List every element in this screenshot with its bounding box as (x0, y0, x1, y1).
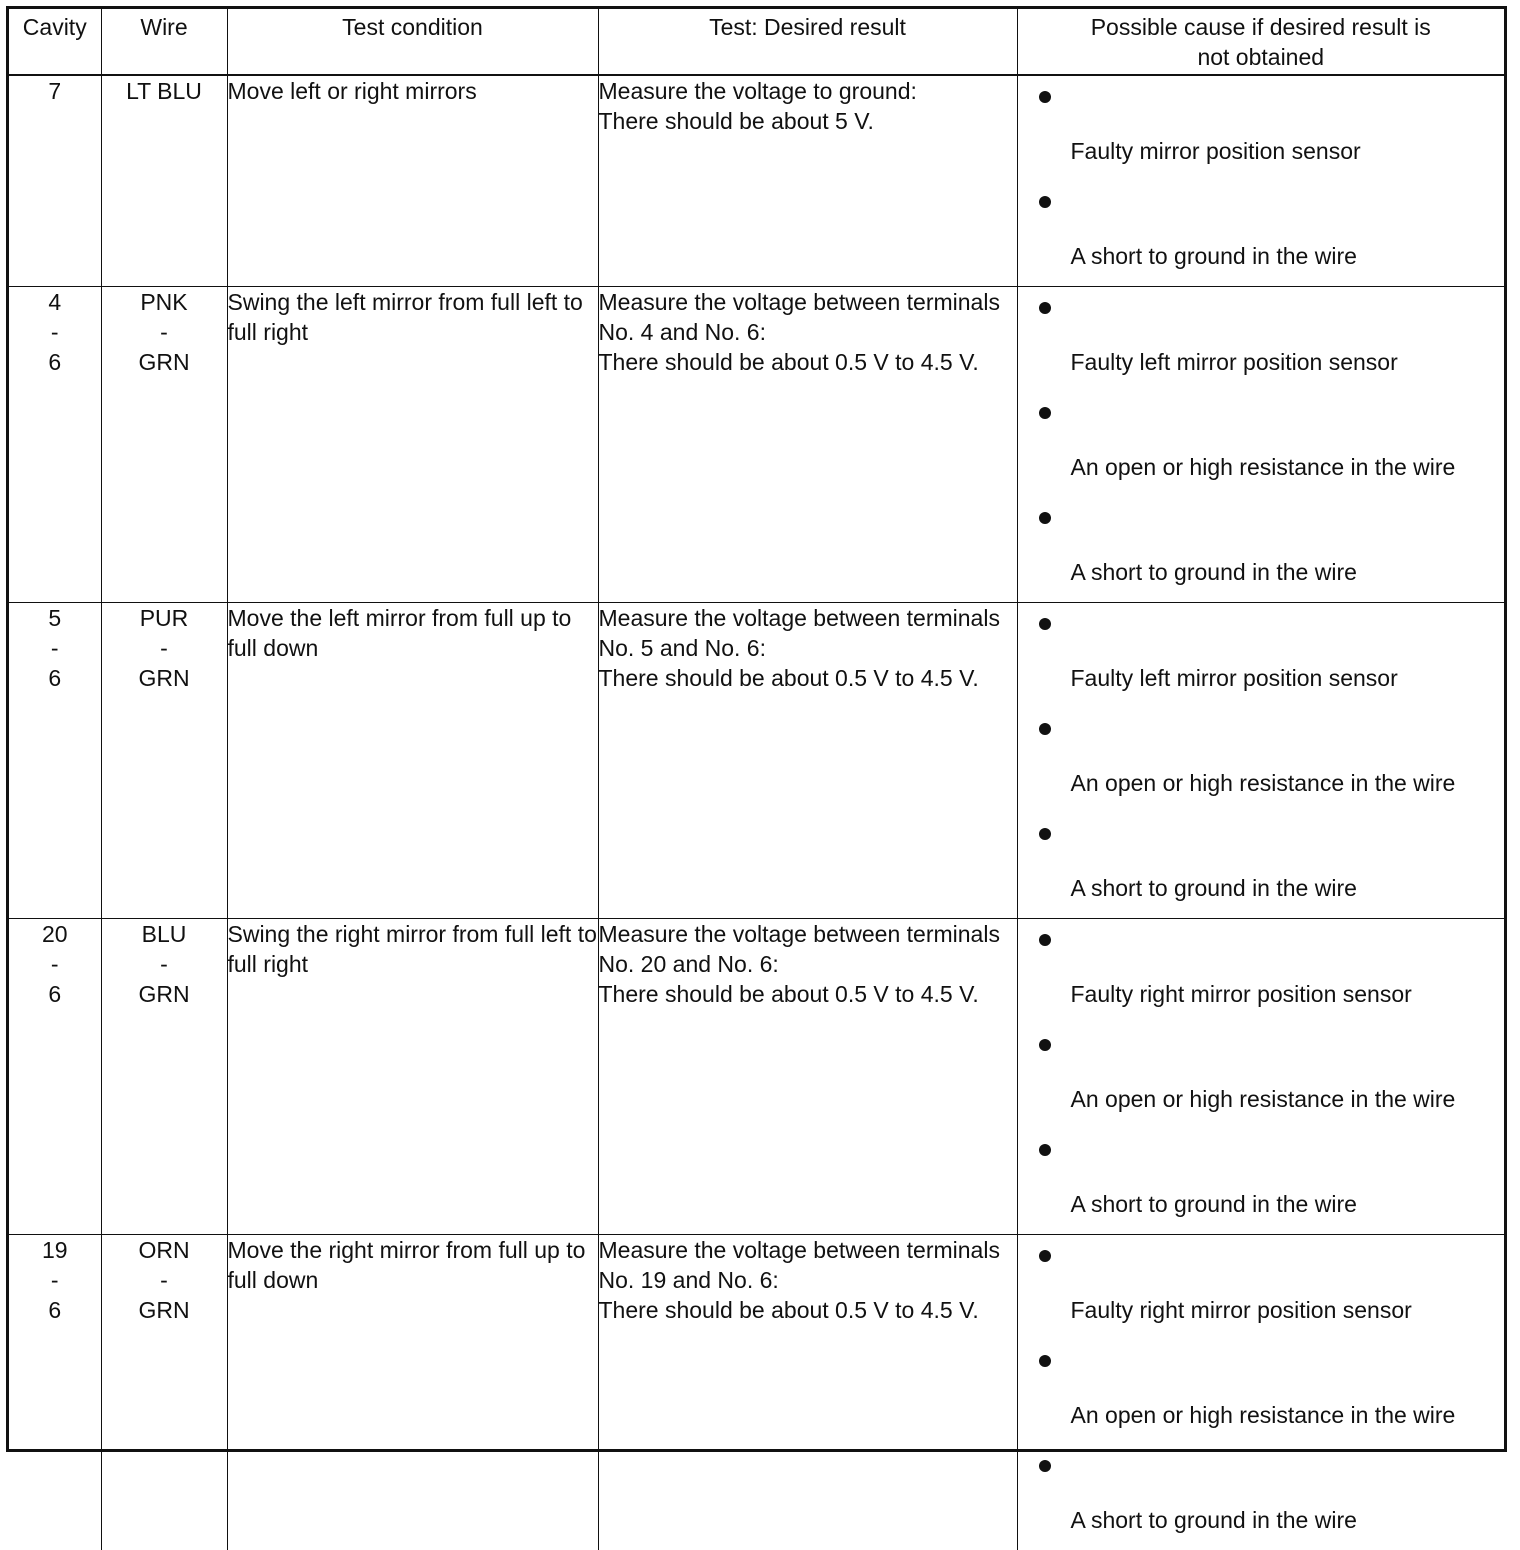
bullet-icon (1039, 1144, 1051, 1156)
table-header-row (9, 9, 1504, 75)
table-body (9, 75, 1504, 1550)
wire-color: PNK (102, 287, 227, 317)
possible-cause-list (1018, 603, 1505, 918)
possible-cause-text: An open or high resistance in the wire (1071, 1400, 1456, 1430)
cavity-value: 6 (9, 663, 101, 693)
cavity-value: 20 (9, 919, 101, 949)
cavity-value: - (9, 949, 101, 979)
desired-result-text: There should be about 5 V. (599, 106, 1017, 136)
list-item (1018, 1235, 1505, 1340)
wire-cell (101, 287, 227, 603)
desired-result-cell (598, 287, 1017, 603)
cavity-cell (9, 919, 101, 1235)
list-item (1018, 76, 1505, 181)
list-item (1018, 287, 1505, 392)
wire-color: - (102, 949, 227, 979)
list-item (1018, 1024, 1505, 1129)
test-condition-cell: Move left or right mirrors (227, 75, 598, 287)
possible-cause-text: A short to ground in the wire (1071, 873, 1357, 903)
bullet-icon (1039, 934, 1051, 946)
possible-cause-text: A short to ground in the wire (1071, 557, 1357, 587)
bullet-icon (1039, 1250, 1051, 1262)
possible-cause-cell (1017, 603, 1504, 919)
wire-color: GRN (102, 979, 227, 1009)
possible-cause-text: A short to ground in the wire (1071, 1189, 1357, 1219)
bullet-icon (1039, 723, 1051, 735)
table-row (9, 919, 1504, 1235)
desired-result-text: There should be about 0.5 V to 4.5 V. (599, 663, 1017, 693)
possible-cause-text: Faulty left mirror position sensor (1071, 347, 1398, 377)
possible-cause-cell (1017, 287, 1504, 603)
desired-result-cell (598, 75, 1017, 287)
bullet-icon (1039, 196, 1051, 208)
bullet-icon (1039, 302, 1051, 314)
possible-cause-text: An open or high resistance in the wire (1071, 768, 1456, 798)
possible-cause-list (1018, 287, 1505, 602)
desired-result-text: Measure the voltage to ground: (599, 76, 1017, 106)
possible-cause-cell (1017, 75, 1504, 287)
wire-cell (101, 919, 227, 1235)
bullet-icon (1039, 1039, 1051, 1051)
table-row (9, 75, 1504, 287)
desired-result-text: There should be about 0.5 V to 4.5 V. (599, 979, 1017, 1009)
header-possible-cause-line1: Possible cause if desired result is (1018, 12, 1505, 42)
list-item (1018, 603, 1505, 708)
bullet-icon (1039, 828, 1051, 840)
desired-result-text: Measure the voltage between terminals No. 19 and No. 6: (599, 1235, 1017, 1295)
list-item (1018, 392, 1505, 497)
test-condition-cell: Swing the left mirror from full left to full right (227, 287, 598, 603)
bullet-icon (1039, 618, 1051, 630)
bullet-icon (1039, 1460, 1051, 1472)
bullet-icon (1039, 1355, 1051, 1367)
possible-cause-text: Faulty right mirror position sensor (1071, 1295, 1412, 1325)
wire-cell (101, 75, 227, 287)
list-item (1018, 497, 1505, 602)
desired-result-cell (598, 1235, 1017, 1550)
cavity-cell (9, 75, 101, 287)
cavity-cell (9, 1235, 101, 1550)
cavity-value: 6 (9, 979, 101, 1009)
header-possible-cause (1017, 9, 1504, 75)
bullet-icon (1039, 512, 1051, 524)
cavity-value: - (9, 1265, 101, 1295)
header-cavity: Cavity (9, 9, 101, 75)
wire-color: - (102, 1265, 227, 1295)
list-item (1018, 1340, 1505, 1445)
cavity-value: 19 (9, 1235, 101, 1265)
table-row (9, 1235, 1504, 1550)
list-item (1018, 181, 1505, 286)
header-wire: Wire (101, 9, 227, 75)
cavity-cell (9, 287, 101, 603)
cavity-cell (9, 603, 101, 919)
bullet-icon (1039, 407, 1051, 419)
possible-cause-text: A short to ground in the wire (1071, 1505, 1357, 1535)
desired-result-text: Measure the voltage between terminals No. 20 and No. 6: (599, 919, 1017, 979)
possible-cause-text: An open or high resistance in the wire (1071, 1084, 1456, 1114)
cavity-value: 4 (9, 287, 101, 317)
wire-color: GRN (102, 347, 227, 377)
header-desired-result: Test: Desired result (598, 9, 1017, 75)
wire-color: GRN (102, 663, 227, 693)
list-item (1018, 1129, 1505, 1234)
cavity-value: - (9, 633, 101, 663)
possible-cause-text: A short to ground in the wire (1071, 241, 1357, 271)
possible-cause-list (1018, 919, 1505, 1234)
wire-color: - (102, 317, 227, 347)
wire-color: BLU (102, 919, 227, 949)
desired-result-text: Measure the voltage between terminals No. 4 and No. 6: (599, 287, 1017, 347)
possible-cause-list (1018, 76, 1505, 286)
table-row (9, 287, 1504, 603)
desired-result-text: There should be about 0.5 V to 4.5 V. (599, 347, 1017, 377)
possible-cause-list (1018, 1235, 1505, 1550)
table-row (9, 603, 1504, 919)
possible-cause-text: Faulty right mirror position sensor (1071, 979, 1412, 1009)
possible-cause-cell (1017, 1235, 1504, 1550)
cavity-value: 7 (9, 76, 101, 106)
list-item (1018, 813, 1505, 918)
list-item (1018, 708, 1505, 813)
desired-result-cell (598, 603, 1017, 919)
cavity-value: 6 (9, 347, 101, 377)
test-condition-cell: Swing the right mirror from full left to full right (227, 919, 598, 1235)
wire-color: PUR (102, 603, 227, 633)
cavity-value: 5 (9, 603, 101, 633)
desired-result-cell (598, 919, 1017, 1235)
test-condition-cell: Move the right mirror from full up to full down (227, 1235, 598, 1550)
wire-color: LT BLU (102, 76, 227, 106)
cavity-value: - (9, 317, 101, 347)
list-item (1018, 919, 1505, 1024)
possible-cause-text: Faulty left mirror position sensor (1071, 663, 1398, 693)
wire-color: ORN (102, 1235, 227, 1265)
wire-cell (101, 603, 227, 919)
test-condition-cell: Move the left mirror from full up to full down (227, 603, 598, 919)
wire-cell (101, 1235, 227, 1550)
possible-cause-cell (1017, 919, 1504, 1235)
possible-cause-text: Faulty mirror position sensor (1071, 136, 1361, 166)
cavity-value: 6 (9, 1295, 101, 1325)
possible-cause-text: An open or high resistance in the wire (1071, 452, 1456, 482)
diagnostic-table-frame (6, 6, 1507, 1452)
diagnostic-table (9, 9, 1504, 1550)
bullet-icon (1039, 91, 1051, 103)
list-item (1018, 1445, 1505, 1550)
wire-color: - (102, 633, 227, 663)
wire-color: GRN (102, 1295, 227, 1325)
header-possible-cause-line2: not obtained (1018, 42, 1505, 72)
desired-result-text: There should be about 0.5 V to 4.5 V. (599, 1295, 1017, 1325)
desired-result-text: Measure the voltage between terminals No. 5 and No. 6: (599, 603, 1017, 663)
header-test-condition: Test condition (227, 9, 598, 75)
